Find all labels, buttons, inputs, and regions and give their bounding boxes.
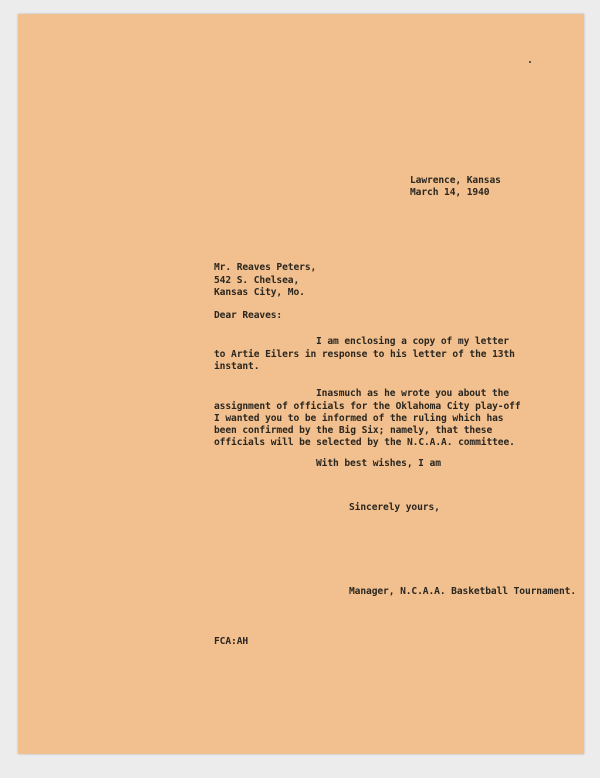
salutation: Dear Reaves: — [214, 310, 283, 321]
paper-speck — [529, 61, 531, 63]
recipient-city: Kansas City, Mo. — [214, 287, 305, 298]
signature-title: Manager, N.C.A.A. Basketball Tournament. — [349, 586, 577, 597]
recipient-street: 542 S. Chelsea, — [214, 275, 300, 286]
paragraph3: With best wishes, I am — [316, 458, 441, 469]
paragraph1-line: instant. — [214, 361, 260, 372]
paragraph2-line: assignment of officials for the Oklahoma City play-off — [214, 401, 521, 412]
paragraph2-line: officials will be selected by the N.C.A.A. committee. — [214, 437, 515, 448]
letter-place: Lawrence, Kansas — [410, 175, 501, 186]
paragraph1-line: I am enclosing a copy of my letter — [316, 336, 509, 347]
paragraph2-line: I wanted you to be informed of the ruling which has — [214, 413, 504, 424]
reference-initials: FCA:AH — [214, 636, 249, 647]
recipient-name: Mr. Reaves Peters, — [214, 262, 317, 273]
letter-page — [18, 14, 584, 754]
paragraph1-line: to Artie Eilers in response to his letter of the 13th — [214, 349, 515, 360]
paragraph2-line: Inasmuch as he wrote you about the — [316, 388, 509, 399]
closing: Sincerely yours, — [349, 502, 440, 513]
paragraph2-line: been confirmed by the Big Six; namely, that these — [214, 425, 493, 436]
letter-date: March 14, 1940 — [410, 187, 490, 198]
